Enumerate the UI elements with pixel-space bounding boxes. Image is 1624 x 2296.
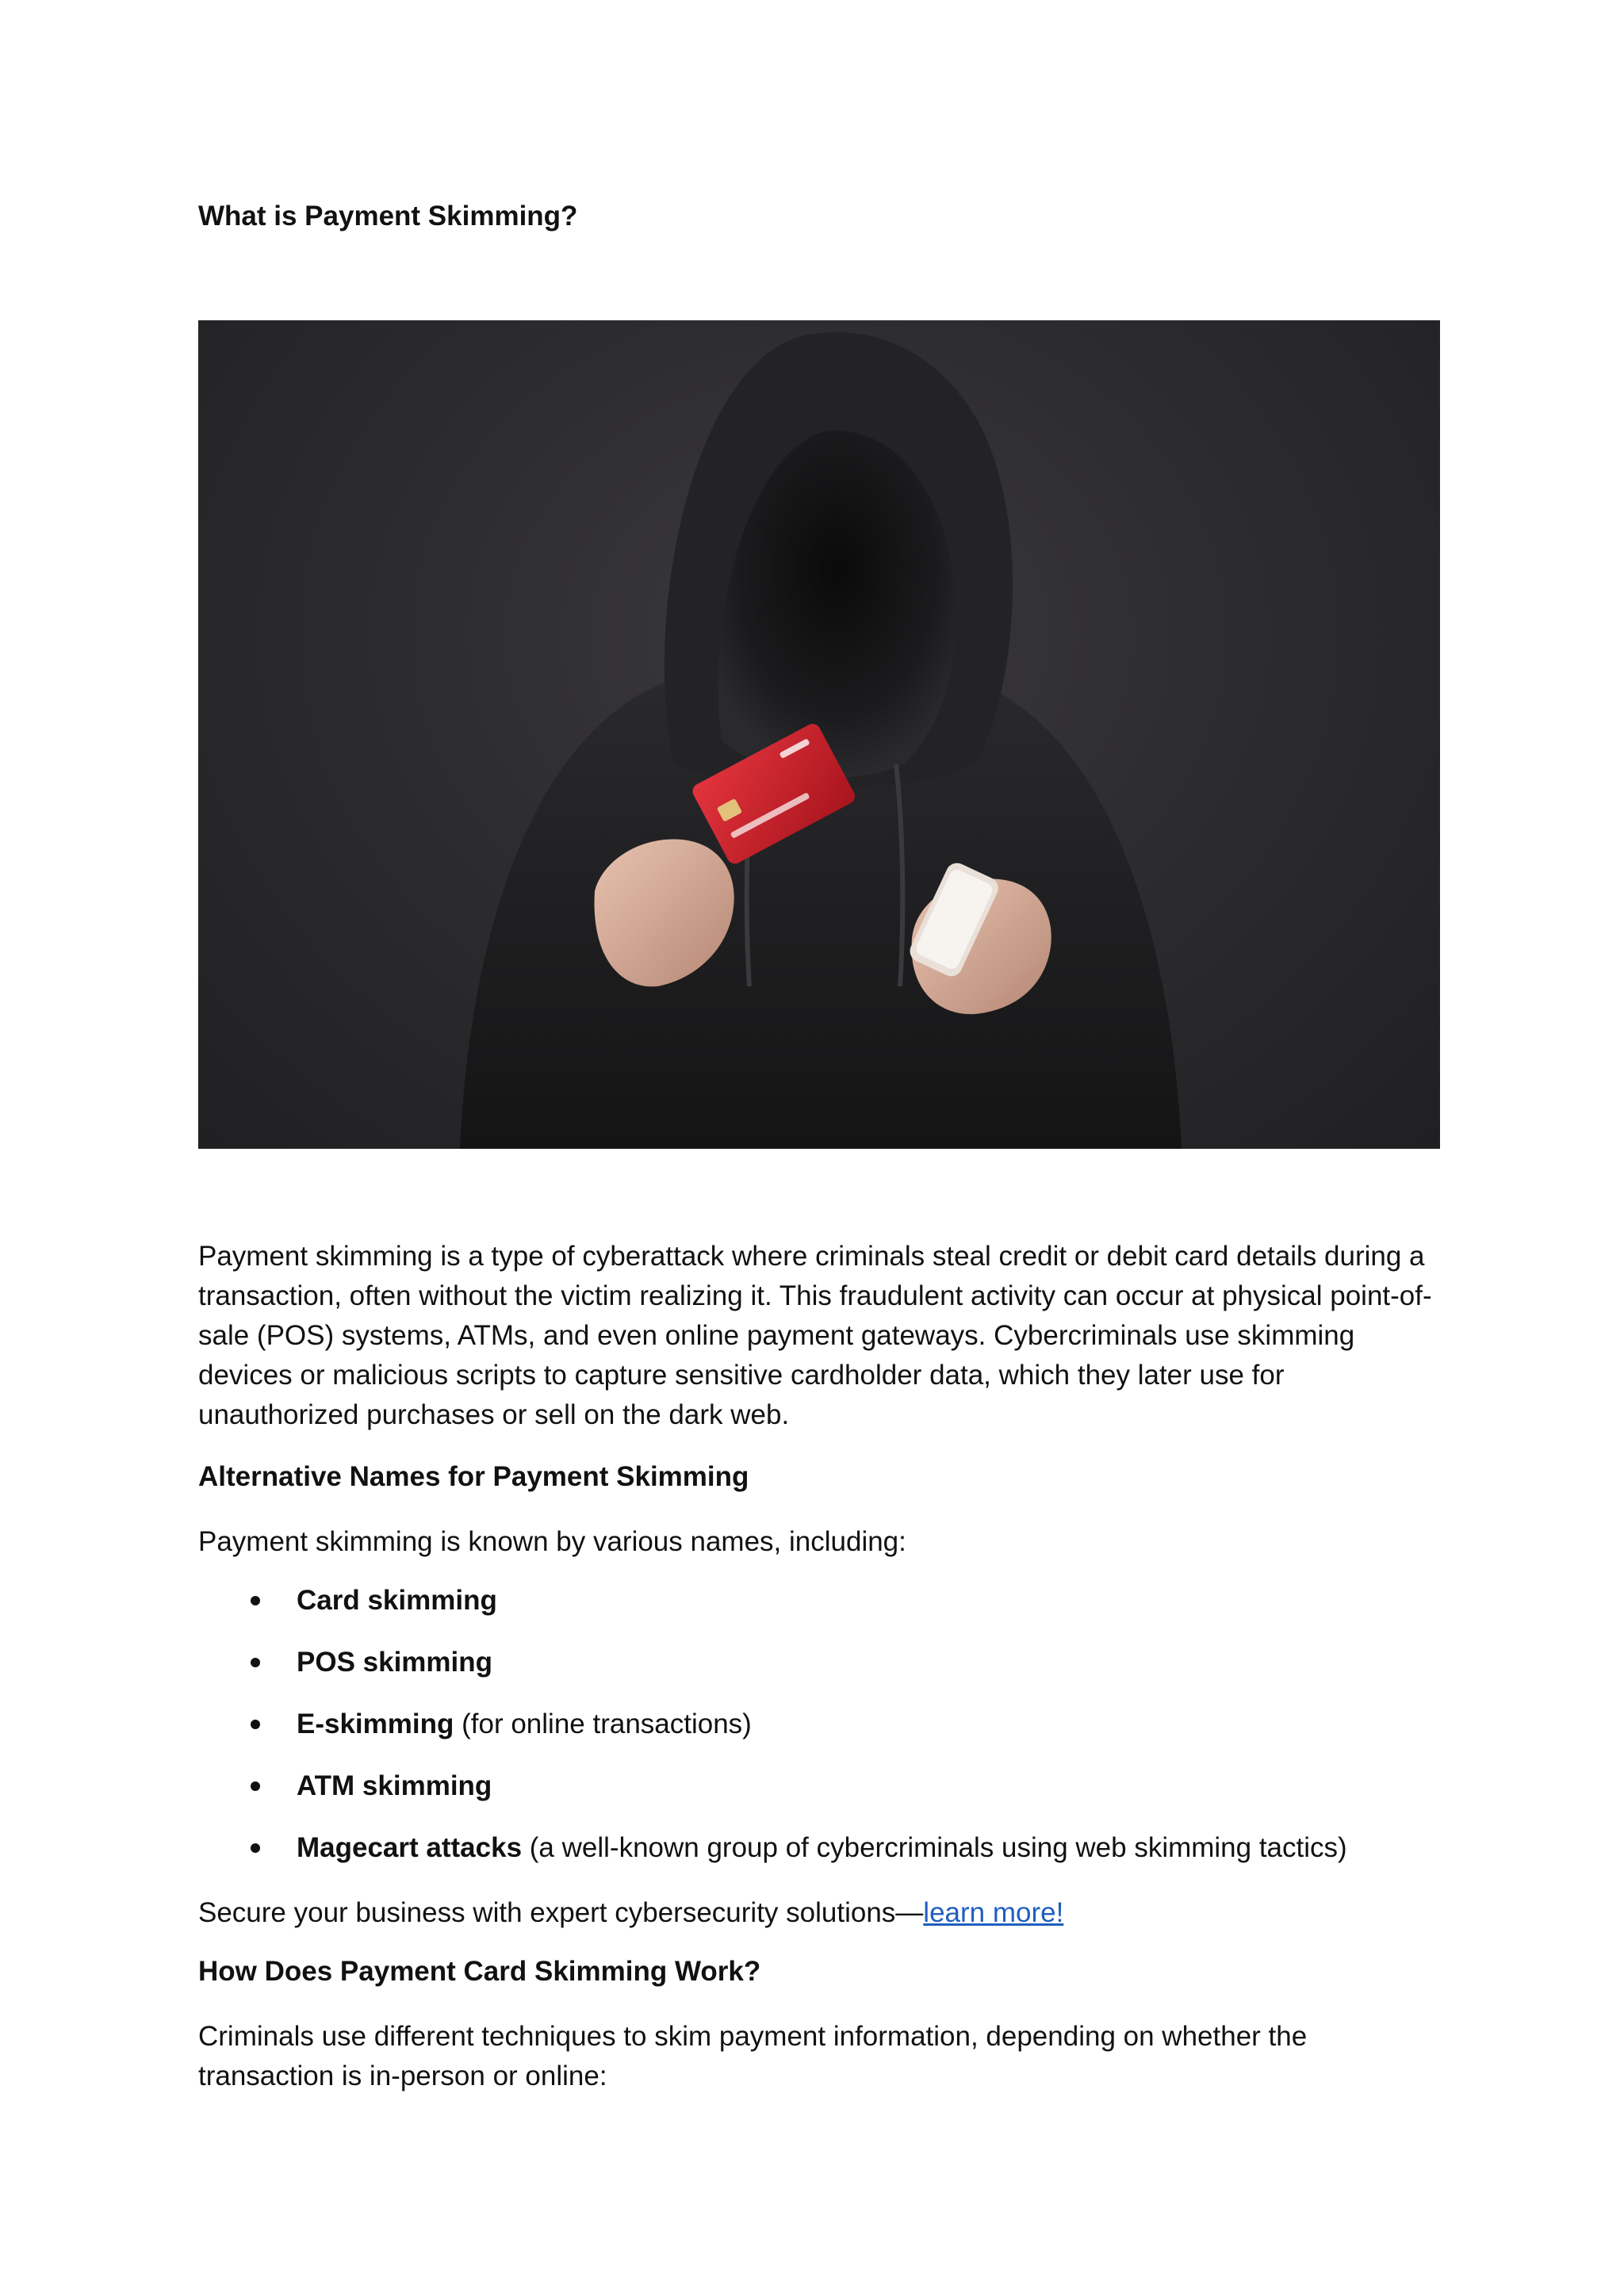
bullet-icon xyxy=(251,1843,260,1853)
bullet-icon xyxy=(251,1720,260,1729)
list-item-term: POS skimming xyxy=(297,1647,493,1678)
page-title: What is Payment Skimming? xyxy=(198,201,578,232)
cta-text: Secure your business with expert cybersecurity solutions— xyxy=(198,1897,924,1928)
alternative-names-heading: Alternative Names for Payment Skimming xyxy=(198,1461,749,1492)
bullet-icon xyxy=(251,1658,260,1667)
hooded-hacker-photo xyxy=(198,320,1440,1149)
list-item xyxy=(198,1708,1347,1770)
bullet-icon xyxy=(251,1596,260,1605)
list-item-term: E-skimming xyxy=(297,1709,454,1739)
how-it-works-heading: How Does Payment Card Skimming Work? xyxy=(198,1956,761,1987)
list-item-note: (for online transactions) xyxy=(454,1709,752,1739)
list-item-term: Card skimming xyxy=(297,1585,497,1616)
list-item-term: Magecart attacks xyxy=(297,1832,523,1863)
cta-paragraph xyxy=(198,1893,1063,1933)
list-item-term: ATM skimming xyxy=(297,1770,492,1801)
list-item xyxy=(198,1584,1347,1646)
list-item xyxy=(198,1646,1347,1708)
learn-more-link[interactable]: learn more! xyxy=(923,1897,1064,1928)
list-item xyxy=(198,1770,1347,1831)
alternative-names-intro: Payment skimming is known by various names, including: xyxy=(198,1526,906,1557)
intro-paragraph: Payment skimming is a type of cyberattack where criminals steal credit or debit card details during a transaction, often without the victim realizing it. This fraudulent activity can occur at physical point-of-sale (POS) systems, ATMs, and even online payment gateways. Cybercriminals use skimming devices or malicious scripts to capture sensitive cardholder data, which they later use for unauthorized purchases or sell on the dark web. xyxy=(198,1241,1432,1430)
how-it-works-intro: Criminals use different techniques to skim payment information, depending on whether the transaction is in-person or online: xyxy=(198,2021,1308,2091)
alternative-names-list xyxy=(198,1584,1347,1893)
bullet-icon xyxy=(251,1781,260,1791)
list-item xyxy=(198,1831,1347,1893)
list-item-note: (a well-known group of cybercriminals using web skimming tactics) xyxy=(522,1832,1347,1863)
